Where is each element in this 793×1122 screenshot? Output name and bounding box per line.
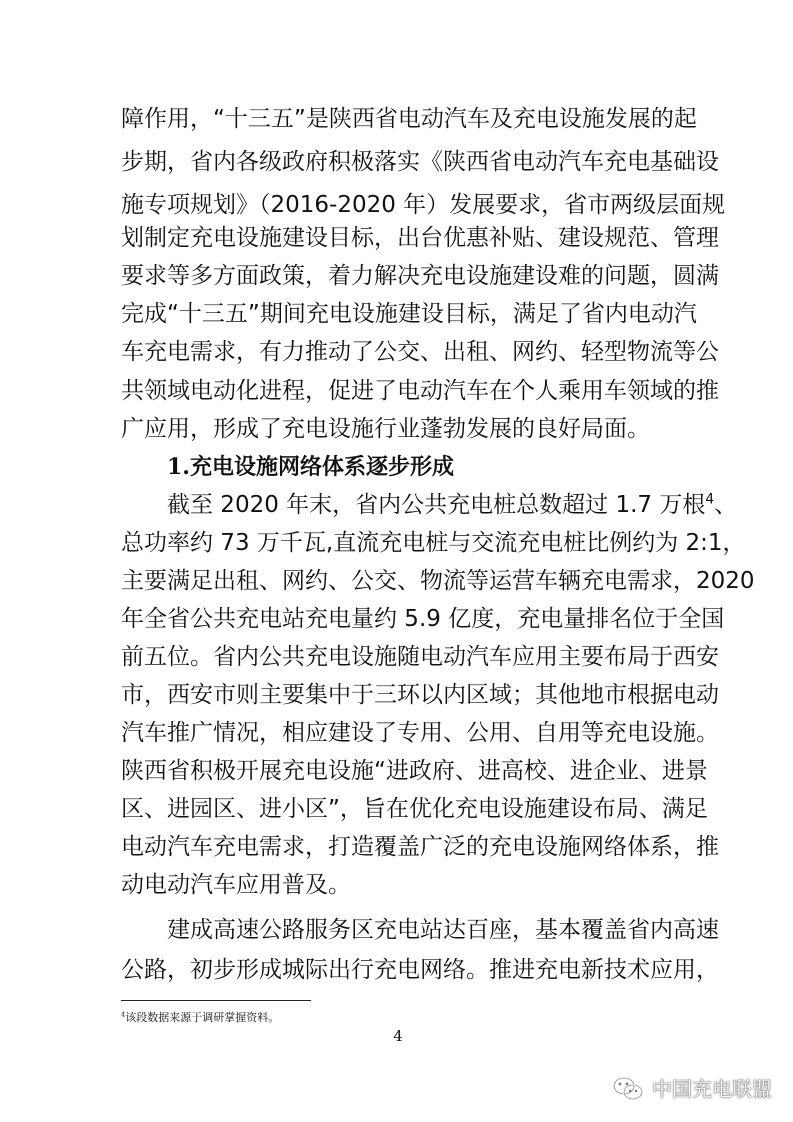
text-line: 障作用，“十三五”是陕西省电动汽车及充电设施发展的起: [121, 106, 697, 132]
text-line: 陕西省积极开展充电设施“进政府、进高校、进企业、进景: [121, 758, 708, 784]
text-line: 区、进园区、进小区”，旨在优化充电设施建设布局、满足: [121, 796, 708, 822]
text-line-main: 截至 2020 年末，省内公共充电桩总数超过 1.7 万根: [167, 492, 706, 518]
text-line: 电动汽车充电需求，打造覆盖广泛的充电设施网络体系，推: [121, 834, 719, 860]
text-line: 年全省公共充电站充电量约 5.9 亿度，充电量排名位于全国: [121, 606, 725, 632]
text-line: 广应用，形成了充电设施行业蓬勃发展的良好局面。: [121, 416, 650, 442]
text-line-tail: 、: [714, 492, 738, 518]
footnote-text: 该段数据来源于调研掌握资料。: [125, 1011, 280, 1024]
text-line: 总功率约 73 万千瓦,直流充电桩与交流充电桩比例约为 2:1，: [121, 530, 746, 556]
footnote-separator: [121, 1000, 311, 1001]
text-line: 要求等多方面政策，着力解决充电设施建设难的问题，圆满: [121, 263, 719, 289]
watermark-text: 中国充电联盟: [652, 1077, 772, 1101]
footnote-reference: 4: [705, 491, 715, 508]
text-line: 步期，省内各级政府积极落实《陕西省电动汽车充电基础设: [121, 149, 719, 175]
text-line: 动电动汽车应用普及。: [121, 872, 351, 898]
watermark: [612, 1073, 772, 1105]
section-heading: 1.充电设施网络体系逐步形成: [167, 454, 454, 480]
text-line: 车充电需求，有力推动了公交、出租、网约、轻型物流等公: [121, 339, 719, 365]
text-line: 完成“十三五”期间充电设施建设目标，满足了省内电动汽: [121, 301, 697, 327]
text-line: 汽车推广情况，相应建设了专用、公用、自用等充电设施。: [121, 720, 719, 746]
wechat-icon: [612, 1076, 644, 1102]
footnote-mark: 4: [121, 1010, 126, 1019]
footnote: [121, 1010, 279, 1026]
text-line: 前五位。省内公共充电设施随电动汽车应用主要布局于西安: [121, 644, 719, 670]
text-line: 公路，初步形成城际出行充电网络。推进充电新技术应用，: [121, 957, 719, 983]
text-line: 主要满足出租、网约、公交、物流等运营车辆充电需求，2020: [121, 568, 755, 594]
text-line: [167, 485, 738, 525]
text-line: 共领域电动化进程，促进了电动汽车在个人乘用车领域的推: [121, 378, 719, 404]
text-line: 建成高速公路服务区充电站达百座，基本覆盖省内高速: [167, 917, 719, 943]
text-line: 市，西安市则主要集中于三环以内区域；其他地市根据电动: [121, 682, 719, 708]
text-line: 施专项规划》（2016-2020 年）发展要求，省市两级层面规: [121, 192, 726, 218]
text-line: 划制定充电设施建设目标，出台优惠补贴、建设规范、管理: [121, 225, 719, 251]
page-number: 4: [393, 1027, 403, 1045]
